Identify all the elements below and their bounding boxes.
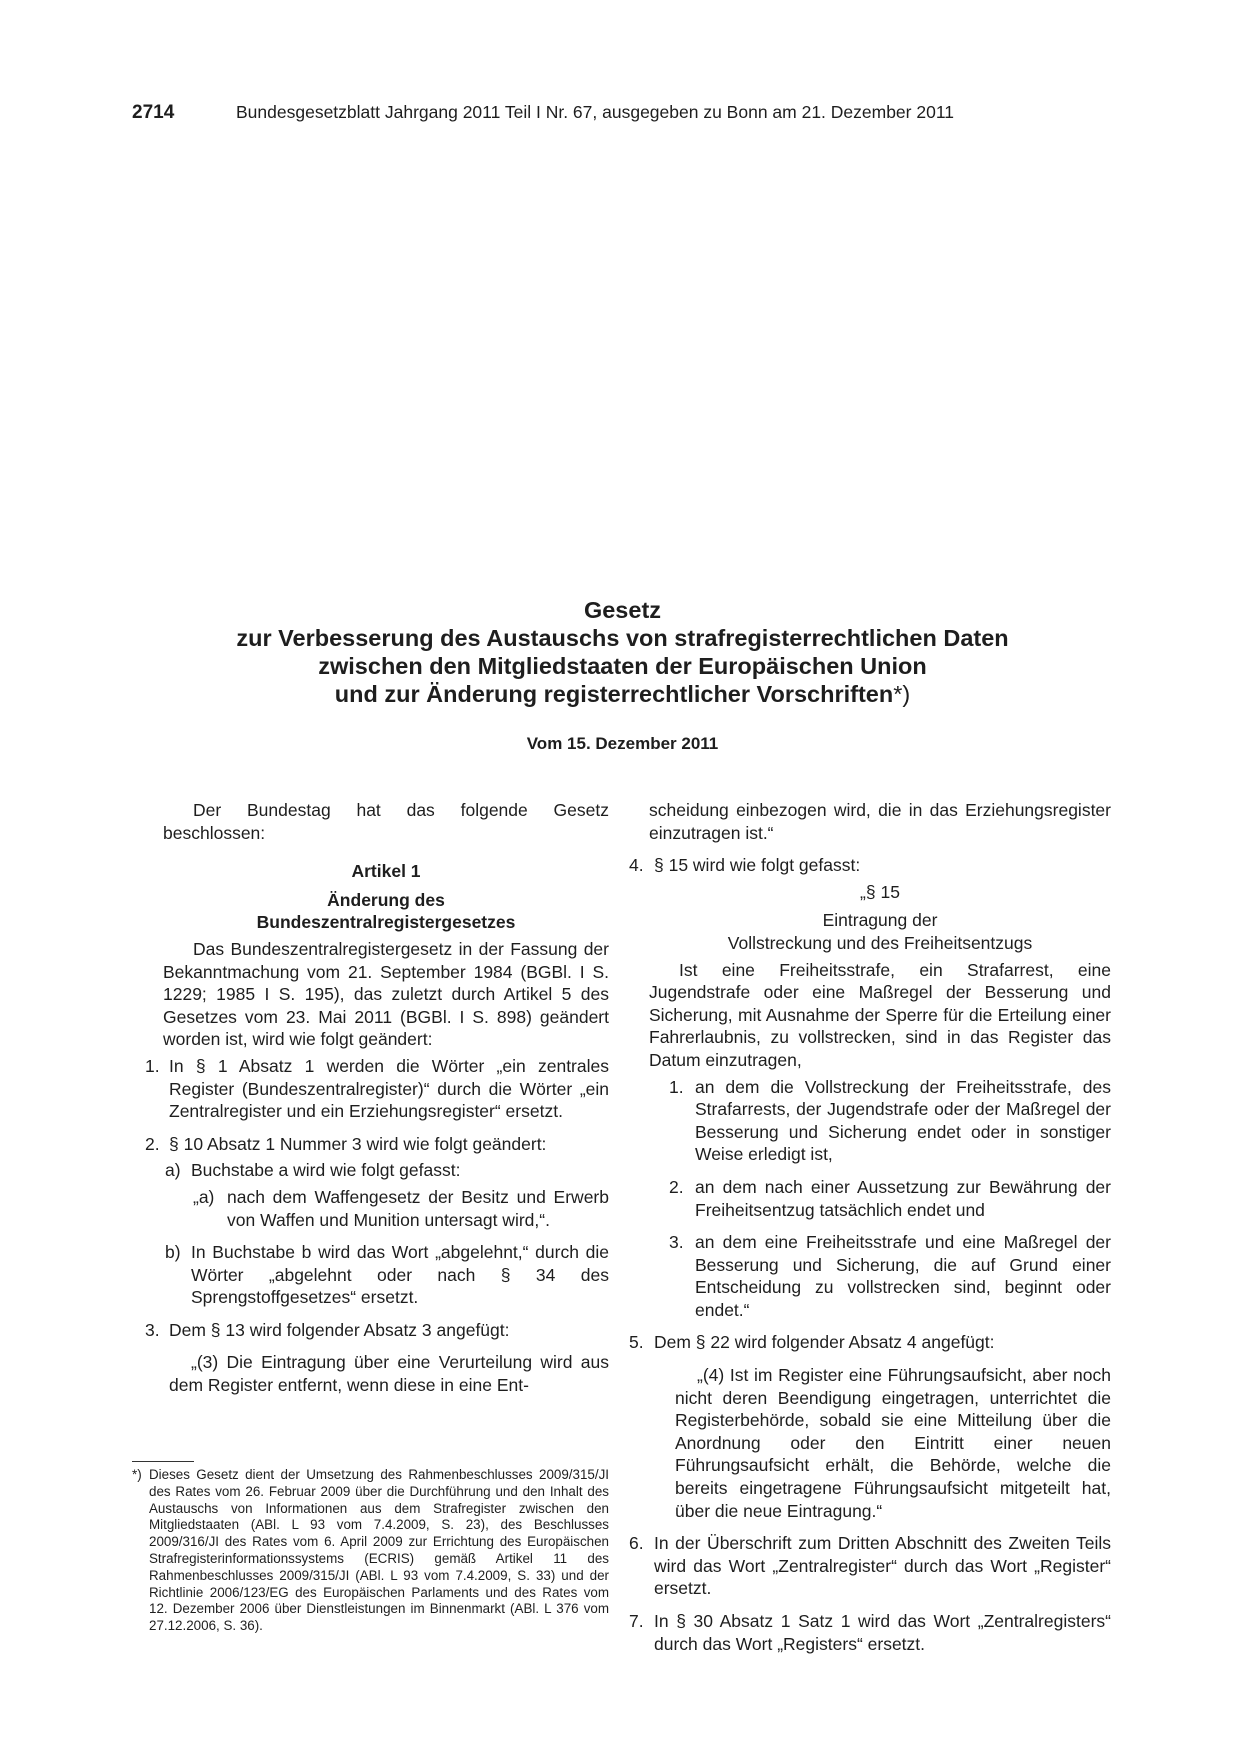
footnote-divider bbox=[132, 1461, 194, 1462]
sub-item-number: 3. bbox=[669, 1232, 684, 1253]
list-item-text: Dem § 13 wird folgender Absatz 3 angefügt: bbox=[169, 1319, 510, 1340]
page-header bbox=[132, 100, 1112, 125]
quoted-item-text: nach dem Waffengesetz der Besitz und Erwerb von Waffen und Munition untersagt wird,“. bbox=[227, 1186, 609, 1230]
article-subheading-1: Änderung des bbox=[327, 889, 445, 910]
sub-item-text: an dem nach einer Aussetzung zur Bewährung der Freiheitsentzug tatsächlich endet und bbox=[695, 1176, 1111, 1220]
article-subheading-2: Bundeszentralregistergesetzes bbox=[256, 912, 516, 933]
continued-text: scheidung einbezogen wird, die in das Erziehungsregister einzutragen ist.“ bbox=[649, 800, 1111, 843]
enactment-date: Vom 15. Dezember 2011 bbox=[526, 734, 719, 753]
list-item-text: In der Überschrift zum Dritten Abschnitt des Zweiten Teils wird das Wort „Zentralregister“ durch das Wort „Register“ ersetzt. bbox=[654, 1533, 1111, 1599]
list-item bbox=[629, 854, 1111, 877]
list-item bbox=[145, 1319, 609, 1342]
sub-item bbox=[669, 1176, 1111, 1221]
footnote-mark: *) bbox=[132, 1467, 142, 1482]
sub-item bbox=[165, 1159, 609, 1182]
preamble: Der Bundestag hat das folgende Gesetz beschlossen: bbox=[163, 800, 609, 843]
list-item-number: 5. bbox=[629, 1332, 644, 1353]
list-item-text: § 15 wird wie folgt gefasst: bbox=[654, 855, 861, 876]
title-line-3: zwischen den Mitgliedstaaten der Europäischen Union bbox=[318, 653, 927, 679]
left-column bbox=[145, 799, 609, 1397]
list-item-text: In § 30 Absatz 1 Satz 1 wird das Wort „Zentralregisters“ durch das Wort „Registers“ ersetzt. bbox=[654, 1611, 1111, 1654]
running-title: Bundesgesetzblatt Jahrgang 2011 Teil I Nr. 67, ausgegeben zu Bonn am 21. Dezember 2011 bbox=[236, 102, 954, 122]
title-line-2: zur Verbesserung des Austauschs von strafregisterrechtlichen Daten bbox=[236, 625, 1009, 651]
sub-item bbox=[165, 1241, 609, 1309]
list-item-number: 6. bbox=[629, 1533, 644, 1554]
list-item bbox=[629, 1532, 1111, 1600]
list-item bbox=[629, 1610, 1111, 1655]
section-title-2: Vollstreckung und des Freiheitsentzugs bbox=[727, 932, 1033, 953]
sub-item-letter: a) bbox=[165, 1160, 181, 1181]
title-line-4 bbox=[130, 680, 1115, 708]
list-item-number: 2. bbox=[145, 1133, 160, 1154]
sub-item-number: 1. bbox=[669, 1076, 684, 1097]
list-item bbox=[145, 1133, 609, 1156]
title-line-4-text: und zur Änderung registerrechtlicher Vorschriften bbox=[334, 681, 894, 707]
list-item-text: § 10 Absatz 1 Nummer 3 wird wie folgt geändert: bbox=[169, 1133, 547, 1154]
sub-item-letter: b) bbox=[165, 1242, 181, 1263]
page-number: 2714 bbox=[132, 102, 175, 123]
list-item-text: In § 1 Absatz 1 werden die Wörter „ein zentrales Register (Bundeszentralregister)“ durch die Wörter „ein Zentralregister und ein Erziehungsregister“ ersetzt. bbox=[169, 1055, 609, 1122]
section-title-1: Eintragung der bbox=[822, 910, 938, 931]
sub-item-text: an dem eine Freiheitsstrafe und eine Maßregel der Besserung und Sicherung, die auf Grund einer Entscheidung zu vollstrecken sind, beginnt oder endet.“ bbox=[695, 1232, 1111, 1320]
list-item-number: 1. bbox=[145, 1055, 160, 1076]
title-block bbox=[130, 596, 1115, 754]
list-item-number: 4. bbox=[629, 855, 644, 876]
sub-item bbox=[669, 1076, 1111, 1166]
footnote-text: Dieses Gesetz dient der Umsetzung des Rahmenbeschlusses 2009/315/JI des Rates vom 26. Februar 2009 über die Durchführung und den Inhalt des Austauschs von Informationen aus dem Strafregister zwischen den Mitgliedstaaten (ABl. L 93 vom 7.4.2009, S. 23), des Beschlusses 2009/316/JI des Rates vom 6. April 2009 zur Errichtung des Europäischen Strafregisterinformationssystems (ECRIS) gemäß Artikel 11 des Rahmenbeschlusses 2009/315/JI (ABl. L 93 vom 7.4.2009, S. 33) und der Richtlinie 2006/123/EG des Europäischen Parlaments und des Rates vom 12. Dezember 2006 über Dienstleistungen im Binnenmarkt (ABl. L 376 vom 27.12.2006, S. 36). bbox=[149, 1467, 609, 1634]
section-number: „§ 15 bbox=[860, 881, 900, 902]
article-body: Das Bundeszentralregistergesetz in der Fassung der Bekanntmachung vom 21. September 1984 (BGBl. I S. 1229; 1985 I S. 195), das zuletzt durch Artikel 5 des Gesetzes vom 23. Mai 2011 (BGBl. I S. 898) geändert worden ist, wird wie folgt geändert: bbox=[163, 938, 609, 1050]
list-item bbox=[629, 1331, 1111, 1354]
right-column bbox=[629, 799, 1111, 1655]
quoted-paragraph: „(4) Ist im Register eine Führungsaufsicht, aber noch nicht deren Beendigung eingetragen, unterrichtet die Registerbehörde, sobald sie eine Mitteilung über die Anordnung oder den Eintritt einer neuen Führungsaufsicht erhält, die Behörde, welche die bereits eingetragene Führungsaufsicht mitgeteilt hat, über die neue Eintragung.“ bbox=[675, 1365, 1111, 1521]
quoted-item-letter: „a) bbox=[193, 1186, 215, 1207]
sub-item-text: Buchstabe a wird wie folgt gefasst: bbox=[191, 1160, 461, 1181]
list-item-text: Dem § 22 wird folgender Absatz 4 angefügt: bbox=[654, 1332, 995, 1353]
footnote bbox=[132, 1467, 609, 1635]
quoted-paragraph: „(3) Die Eintragung über eine Verurteilung wird aus dem Register entfernt, wenn diese in eine Ent- bbox=[169, 1352, 609, 1396]
sub-item-text: an dem die Vollstreckung der Freiheitsstrafe, des Strafarrests, der Jugendstrafe oder der Maßregel der Besserung und Sicherung endet oder in sonstiger Weise erledigt ist, bbox=[695, 1076, 1111, 1165]
list-item bbox=[145, 1055, 609, 1123]
quoted-item bbox=[193, 1186, 609, 1231]
list-item-number: 7. bbox=[629, 1611, 644, 1631]
article-heading: Artikel 1 bbox=[351, 861, 421, 882]
section-body: Ist eine Freiheitsstrafe, ein Strafarrest, eine Jugendstrafe oder eine Maßregel der Besserung und Sicherung, mit Ausnahme der Sperre für die Erteilung einer Fahrerlaubnis, zu vollstrecken, sind in das Register das Datum einzutragen, bbox=[649, 959, 1111, 1070]
sub-item-number: 2. bbox=[669, 1176, 684, 1197]
footnote-reference: *) bbox=[893, 681, 911, 707]
sub-item-text: In Buchstabe b wird das Wort „abgelehnt,“ durch die Wörter „abgelehnt oder nach § 34 des Sprengstoffgesetzes“ ersetzt. bbox=[191, 1242, 609, 1308]
list-item-number: 3. bbox=[145, 1319, 160, 1340]
sub-item bbox=[669, 1231, 1111, 1321]
title-line-1: Gesetz bbox=[583, 597, 662, 623]
